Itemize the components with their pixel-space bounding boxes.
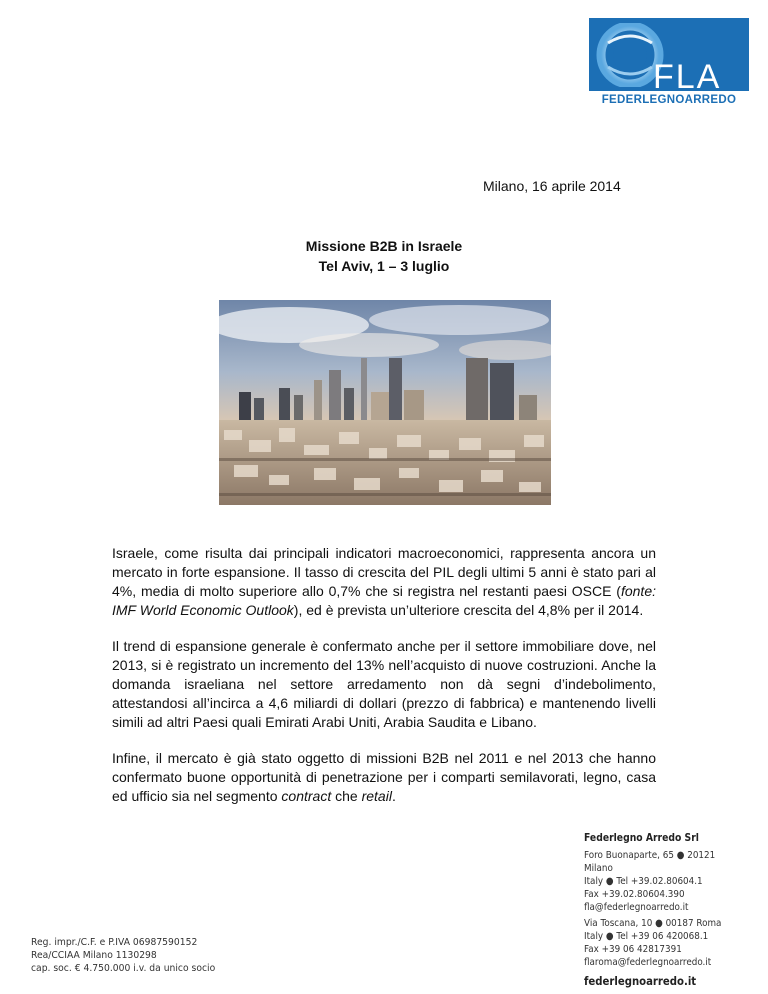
paragraph-3-contract: contract bbox=[281, 788, 332, 804]
paragraph-1-source: fonte: IMF World Economic Outlook bbox=[112, 583, 656, 618]
paragraph-1 bbox=[112, 544, 656, 620]
legal-line-3: cap. soc. € 4.750.000 i.v. da unico socio bbox=[31, 963, 216, 974]
roma-email[interactable]: flaroma@federlegnoarredo.it bbox=[584, 957, 712, 968]
paragraph-3-text-end: . bbox=[391, 788, 396, 804]
tel-aviv-skyline-photo bbox=[219, 300, 551, 505]
paragraph-3 bbox=[112, 749, 656, 806]
milano-address: Foro Buonaparte, 65 ● 20121 Milano bbox=[584, 850, 716, 874]
letter-title bbox=[0, 236, 768, 276]
company-name: Federlegno Arredo Srl bbox=[584, 832, 699, 844]
website-link[interactable]: federlegnoarredo.it bbox=[584, 974, 697, 988]
legal-info bbox=[31, 936, 215, 975]
paragraph-3-text-a: Infine, il mercato è già stato oggetto di missioni B2B nel 2011 e nel 2013 che hanno confermato buone opportunità di penetrazione per i comparti semilavorati, legno, casa ed ufficio sia nel segmento bbox=[112, 750, 656, 804]
letter-date: Milano, 16 aprile 2014 bbox=[483, 178, 621, 194]
milano-phone: Italy ● Tel +39.02.80604.1 bbox=[584, 876, 703, 887]
milano-email[interactable]: fla@federlegnoarredo.it bbox=[584, 902, 689, 913]
roma-office bbox=[584, 917, 742, 969]
logo-mark: FLA bbox=[653, 58, 722, 96]
company-contacts bbox=[584, 832, 742, 988]
roma-fax: Fax +39 06 42817391 bbox=[584, 944, 682, 955]
paragraph-2: Il trend di espansione generale è confermato anche per il settore immobiliare dove, nel 2013, si è registrato un incremento del 13% nell’acquisto di nuove costruzioni. Anche la domanda israeliana nel settore arredamento non dà segni d’indebolimento, attestandosi all’incirca a 4,6 miliardi di dollari (prezzo di fabbrica) e mantenendo livelli simili ad altri Paesi quali Emirati Arabi Uniti, Arabia Saudita e Libano. bbox=[112, 638, 656, 730]
milano-fax: Fax +39.02.80604.390 bbox=[584, 889, 685, 900]
paragraph-3-text-mid: che bbox=[331, 788, 362, 804]
logo-name: FEDERLEGNOARREDO bbox=[601, 94, 737, 106]
roma-address: Via Toscana, 10 ● 00187 Roma bbox=[584, 918, 722, 929]
roma-phone: Italy ● Tel +39 06 420068.1 bbox=[584, 931, 709, 942]
legal-line-1: Reg. impr./C.F. e P.IVA 06987590152 bbox=[31, 937, 198, 948]
paragraph-3-retail: retail bbox=[361, 788, 392, 804]
milano-office bbox=[584, 849, 742, 914]
letter-body bbox=[112, 544, 656, 823]
paragraph-1-text-b: ), ed è prevista un’ulteriore crescita del 4,8% per il 2014. bbox=[293, 602, 644, 618]
title-line-2: Tel Aviv, 1 – 3 luglio bbox=[318, 258, 450, 274]
legal-line-2: Rea/CCIAA Milano 1130298 bbox=[31, 950, 157, 961]
title-line-1: Missione B2B in Israele bbox=[305, 238, 463, 254]
paragraph-1-text-a: Israele, come risulta dai principali indicatori macroeconomici, rappresenta ancora un mercato in forte espansione. Il tasso di crescita del PIL degli ultimi 5 anni è stato pari al 4%, media di molto superiore allo 0,7% che si registra nel restanti paesi OSCE ( bbox=[112, 545, 656, 599]
fla-logo bbox=[589, 18, 749, 114]
logo-blue-block bbox=[589, 18, 749, 96]
